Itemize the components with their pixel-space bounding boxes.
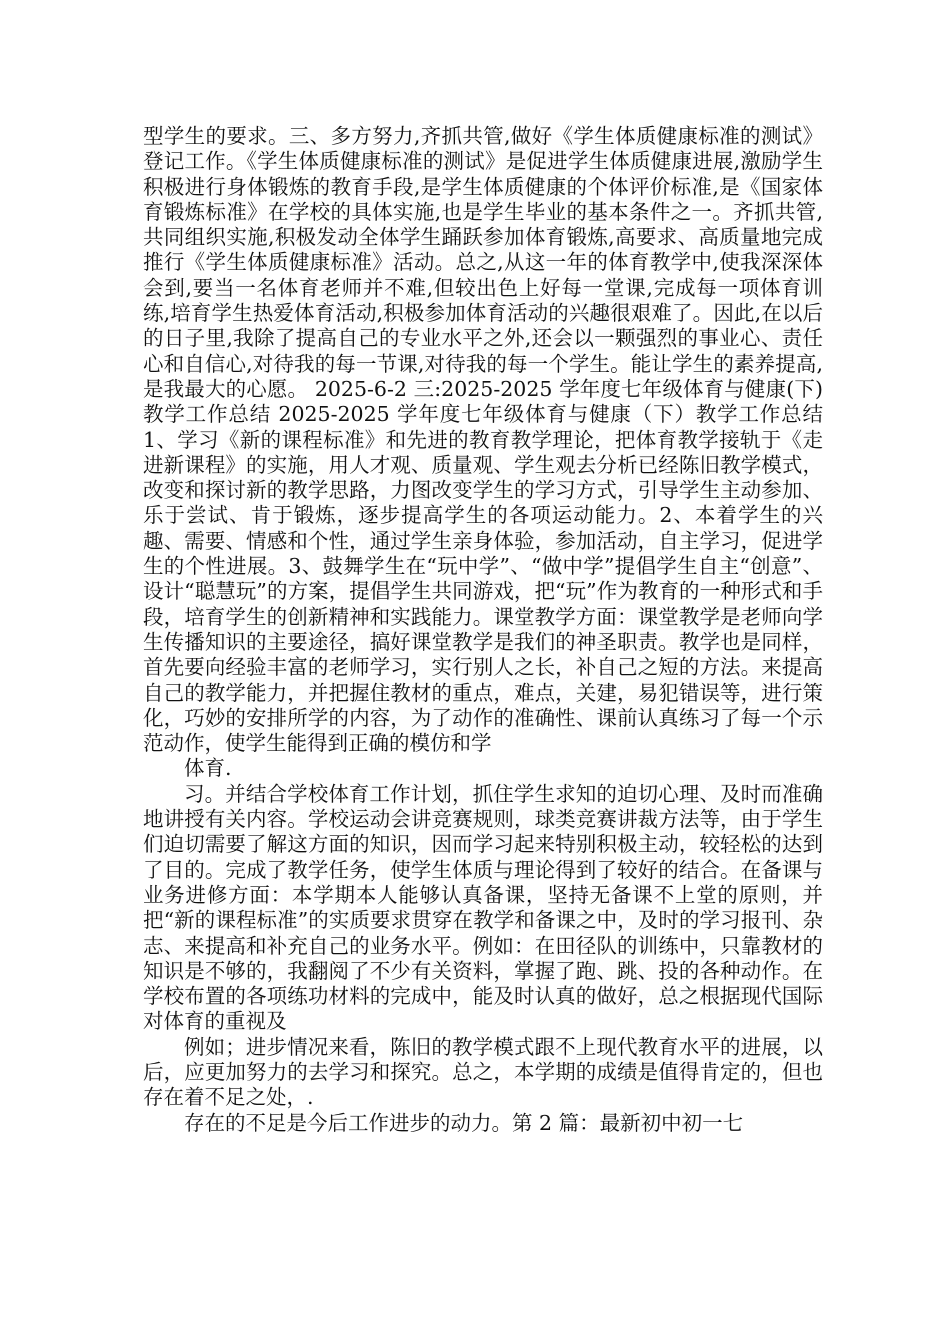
paragraph-main: 型学生的要求。三、多方努力,齐抓共管,做好《学生体质健康标准的测试》登记工作。《学生体质健康标准的测试》是促进学生体质健康进展,激励学生积极进行身体锻炼的教育手段,是学生体质健康的个体评价标准,是《国家体育锻炼标准》在学校的具体实施,也是学生毕业的基本条件之一。齐抓共管,共同组织实施,积极发动全体学生踊跃参加体育锻炼,高要求、高质量地完成推行《学生体质健康标准》活动。总之,从这一年的体育教学中,使我深深体会到,要当一名体育老师并不难,但较出色上好每一堂课,完成每一项体育训练,培育学生热爱体育活动,积极参加体育活动的兴趣很艰难了。因此,在以后的日子里,我除了提高自己的专业水平之外,还会以一颗强烈的事业心、责任心和自信心,对待我的每一节课,对待我的每一个学生。能让学生的素养提高,是我最大的心愿。 2025-6-2 三:2025-2025 学年度七年级体育与健康(下)教学工作总结 2025-2025 学年度七年级体育与健康（下）教学工作总结 1、学习《新的课程标准》和先进的教育教学理论，把体育教学接轨于《走进新课程》的实施，用人才观、质量观、学生观去分析已经陈旧教学模式，改变和探讨新的教学思路，力图改变学生的学习方式，引导学生主动参加、乐于尝试、肯于锻炼，逐步提高学生的各项运动能力。2、本着学生的兴趣、需要、情感和个性，通过学生亲身体验，参加活动，自主学习，促进学生的个性进展。3、鼓舞学生在“玩中学”、“做中学”提倡学生自主“创意”、设计“聪慧玩”的方案，提倡学生共同游戏，把“玩”作为教育的一种形式和手段，培育学生的创新精神和实践能力。课堂教学方面：课堂教学是老师向学生传播知识的主要途径，搞好课堂教学是我们的神圣职责。教学也是同样，首先要向经验丰富的老师学习，实行别人之长，补自己之短的方法。来提高自己的教学能力，并把握住教材的重点，难点，关建，易犯错误等，进行策化，巧妙的安排所学的内容，为了动作的准确性、课前认真练习了每一个示范动作，使学生能得到正确的模仿和学: [143, 124, 823, 756]
paragraph-closing: 存在的不足是今后工作进步的动力。第 2 篇：最新初中初一七: [184, 1110, 744, 1135]
paragraph-example: 例如；进步情况来看，陈旧的教学模式跟不上现代教育水平的进展，以后，应更加努力的去学习和探究。总之，本学期的成绩是值得肯定的，但也存在着不足之处，.: [143, 1034, 823, 1110]
paragraph-section-label: 体育.: [184, 756, 232, 781]
paragraph-continuation: 习。并结合学校体育工作计划，抓住学生求知的迫切心理、及时而准确地讲授有关内容。学校运动会讲竞赛规则，球类竞赛讲裁方法等，由于学生们迫切需要了解这方面的知识，因而学习起来特别积极主动，较轻松的达到了目的。完成了教学任务，使学生体质与理论得到了较好的结合。在备课与业务进修方面：本学期本人能够认真备课，坚持无备课不上堂的原则，并把“新的课程标准”的实质要求贯穿在教学和备课之中，及时的学习报刊、杂志、来提高和补充自己的业务水平。例如：在田径队的训练中，只靠教材的知识是不够的，我翻阅了不少有关资料，掌握了跑、跳、投的各种动作。在学校布置的各项练功材料的完成中，能及时认真的做好，总之根据现代国际对体育的重视及: [143, 781, 823, 1034]
document-page: [143, 124, 823, 1136]
